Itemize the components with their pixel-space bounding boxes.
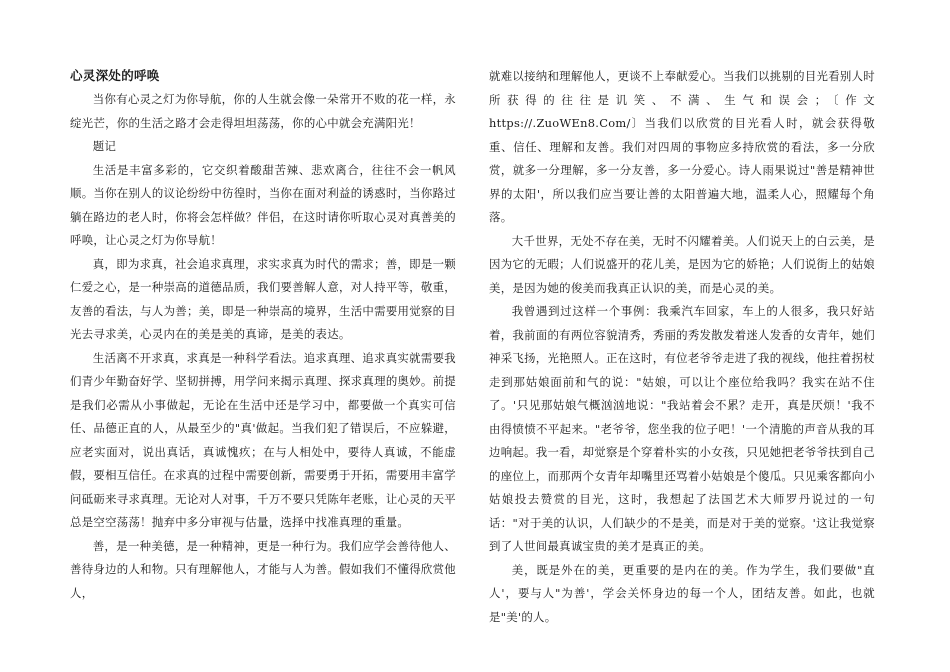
paragraph: 美，既是外在的美，更重要的是内在的美。作为学生，我们要做"直人'，要与人"为善'，学会关怀身边的每一个人，团结友善。如此，也就是"美'的人。 — [489, 562, 875, 624]
paragraph: 生活离不开求真，求真是一种科学看法。追求真理、追求真实就需要我们青少年勤奋好学、坚韧拼搏，用学问来揭示真理、探求真理的奥妙。前提是我们必需从小事做起，无论在生活中还是学习中，都要做一个真实可信任、品德正直的人，从最至少的"真'做起。当我们犯了错误后，不应躲避，应老实面对，说出真话，真诚愧疚；在与人相处中，要待人真诚，不能虚假，要相互信任。在求真的过程中需要创新，需要勇于开拓，需要用丰富学问砥砺来寻求真理。无论对人对事，千万不要只凭陈年老账，让心灵的天平总是空空荡荡！抛弃中多分审视与估量，选择中找准真理的重量。 — [70, 350, 456, 529]
paragraph: 我曾遇到过这样一个事例：我乘汽车回家，车上的人很多，我只好站着，我前面的有两位容貌清秀，秀丽的秀发散发着迷人发香的女青年，她们神采飞扬，光艳照人。正在这时，有位老爷爷走进了我的视线，他拄着拐杖走到那姑娘面前和气的说："姑娘，可以让个座位给我吗？我实在站不住了。'只见那姑娘气概汹汹地说："我站着会不累？走开，真是厌烦！'我不由得愤愤不平起来。"老爷爷，您坐我的位子吧！'一个清脆的声音从我的耳边响起。我一看，却觉察是个穿着朴实的小女孩，只见她把老爷爷扶到自己的座位上，而那两个女青年却嘴里还骂着小姑娘是个傻瓜。只见乘客都向小姑娘投去赞赏的目光，这时，我想起了法国艺术大师罗丹说过的一句话："对于美的认识，人们缺少的不是美，而是对于美的觉察。'这让我觉察到了人世间最真诚宝贵的美才是真正的美。 — [489, 304, 875, 553]
paragraph: 大千世界，无处不存在美，无时不闪耀着美。人们说天上的白云美，是因为它的无暇；人们说盛开的花儿美，是因为它的娇艳；人们说街上的姑娘美，是因为她的俊美而我真正认识的美，而是心灵的美。 — [489, 233, 875, 295]
essay-title: 心灵深处的呼唤 — [70, 68, 160, 83]
paragraph: 善，是一种美德，是一种精神，更是一种行为。我们应学会善待他人、善待身边的人和物。只有理解他人，才能与人为善。假如我们不懂得欣赏他人， — [70, 538, 456, 600]
left-column — [70, 63, 456, 605]
paragraph: 真，即为求真，社会追求真理，求实求真为时代的需求；善，即是一颗仁爱之心，是一种崇高的道德品质，我们要善解人意，对人持平等，敬重，友善的看法，与人为善；美，即是一种崇高的境界，生活中需要用觉察的目光去寻求美，心灵内在的美是美的真谛，是美的表达。 — [70, 256, 456, 341]
paragraph: 生活是丰富多彩的，它交织着酸甜苦辣、悲欢离合，往往不会一帆风顺。当你在别人的议论纷纷中彷徨时，当你在面对利益的诱惑时，当你路过躺在路边的老人时，你将会怎样做？伴侣，在这时请你听取心灵对真善美的呼唤，让心灵之灯为你导航！ — [70, 162, 456, 247]
right-column — [489, 65, 875, 629]
epigraph-label: 题记 — [92, 139, 117, 153]
paragraph-continued: 就难以接纳和理解他人，更谈不上奉献爱心。当我们以挑剔的目光看别人时所获得的往往是讥笑、不满、生气和误会；〔作文https://.ZuoWEn8.Com/〕当我们以欣赏的目光看人时，就会获得敬重、信任、理解和友善。我们对四周的事物应多持欣赏的看法，多一分欣赏，就多一分理解，多一分友善，多一分爱心。诗人雨果说过"善是精神世界的太阳'，所以我们应当要让善的太阳普遍大地，温柔人心，照耀每个角落。 — [489, 69, 875, 224]
paragraph: 当你有心灵之灯为你导航，你的人生就会像一朵常开不败的花一样，永绽光芒，你的生活之路才会走得坦坦荡荡，你的心中就会充满阳光！ — [70, 92, 456, 130]
